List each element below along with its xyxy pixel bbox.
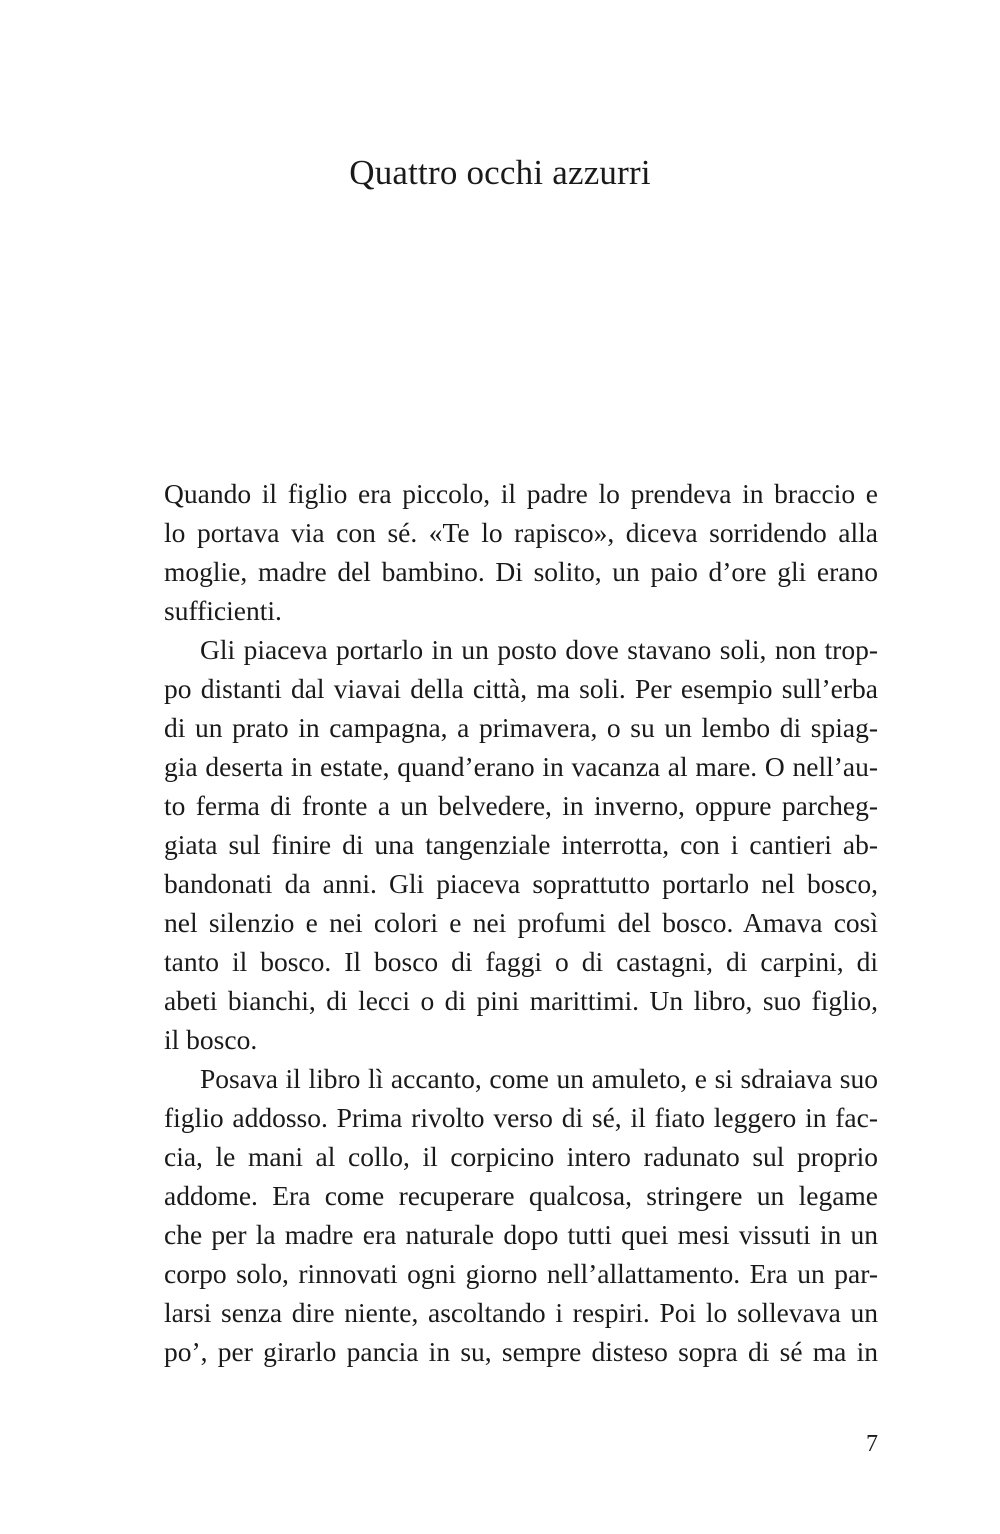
text-line: Posava il libro lì accanto, come un amuleto, e si sdraiava suo: [200, 1063, 878, 1094]
text-line: Quando il figlio era piccolo, il padre lo prendeva in braccio e: [164, 478, 878, 509]
text-line: corpo solo, rinnovati ogni giorno nell’allattamento. Era un par-: [164, 1258, 878, 1289]
text-line: abeti bianchi, di lecci o di pini marittimi. Un libro, suo figlio,: [164, 985, 878, 1016]
text-line: moglie, madre del bambino. Di solito, un paio d’ore gli erano: [164, 556, 878, 587]
text-line: che per la madre era naturale dopo tutti quei mesi vissuti in un: [164, 1219, 878, 1250]
text-line: gia deserta in estate, quand’erano in vacanza al mare. O nell’au-: [164, 751, 878, 782]
text-line: po’, per girarlo pancia in su, sempre disteso sopra di sé ma in: [164, 1336, 878, 1367]
text-line: addome. Era come recuperare qualcosa, stringere un legame: [164, 1180, 878, 1211]
text-line: Gli piaceva portarlo in un posto dove stavano soli, non trop-: [200, 634, 878, 665]
text-line: po distanti dal viavai della città, ma soli. Per esempio sull’erba: [164, 673, 878, 704]
text-line: figlio addosso. Prima rivolto verso di sé, il fiato leggero in fac-: [164, 1102, 878, 1133]
text-line: lo portava via con sé. «Te lo rapisco», diceva sorridendo alla: [164, 517, 878, 548]
text-line: tanto il bosco. Il bosco di faggi o di castagni, di carpini, di: [164, 946, 878, 977]
text-line: larsi senza dire niente, ascoltando i respiri. Poi lo sollevava un: [164, 1297, 878, 1328]
text-line: bandonati da anni. Gli piaceva soprattutto portarlo nel bosco,: [164, 868, 878, 899]
text-line: cia, le mani al collo, il corpicino intero radunato sul proprio: [164, 1141, 878, 1172]
page-number: 7: [866, 1431, 878, 1457]
text-line: il bosco.: [164, 1024, 258, 1055]
text-line: giata sul finire di una tangenziale interrotta, con i cantieri ab-: [164, 829, 878, 860]
text-line: nel silenzio e nei colori e nei profumi del bosco. Amava così: [164, 907, 878, 938]
text-line: to ferma di fronte a un belvedere, in inverno, oppure parcheg-: [164, 790, 878, 821]
text-line: sufficienti.: [164, 595, 282, 626]
text-line: di un prato in campagna, a primavera, o su un lembo di spiag-: [164, 712, 878, 743]
chapter-title: Quattro occhi azzurri: [349, 153, 651, 192]
